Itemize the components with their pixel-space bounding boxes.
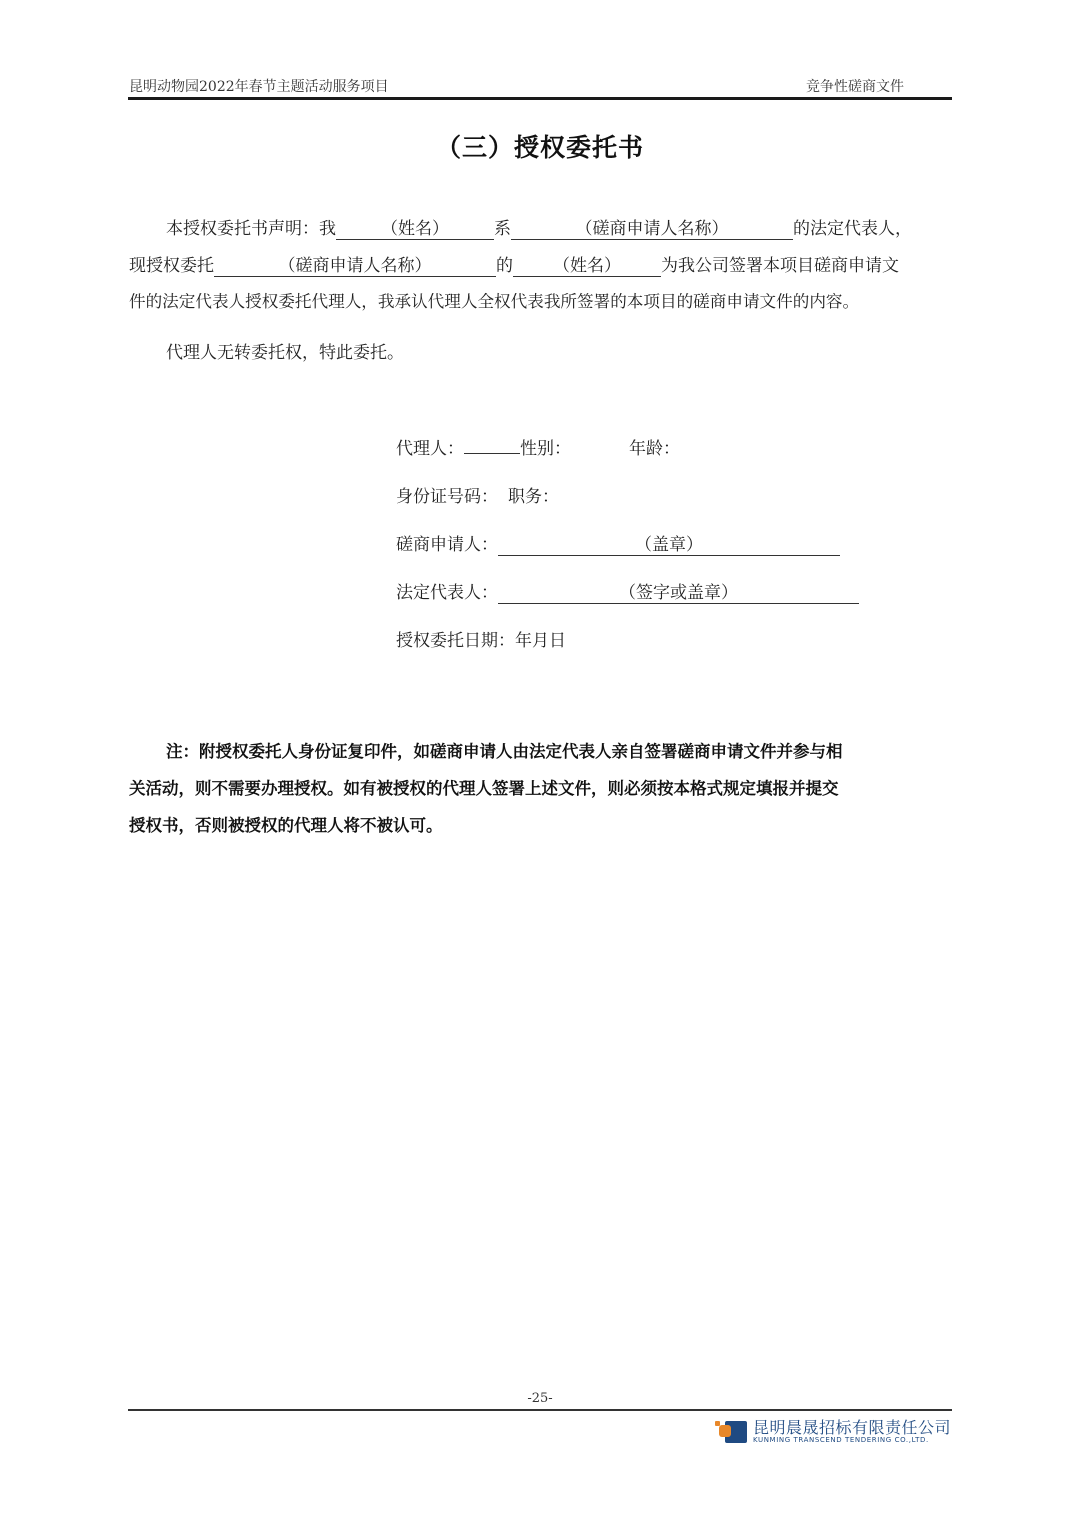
- statement-text: 的法定代表人，: [793, 219, 912, 239]
- id-number-label: 身份证号码：: [396, 487, 498, 507]
- statement-text: 的: [496, 256, 513, 276]
- note-line-2: 关活动，则不需要办理授权。如有被授权的代理人签署上述文件，则必须按本格式规定填报并提交: [129, 779, 839, 798]
- statement-text: 现授权委托: [129, 256, 214, 276]
- blank-applicant-field[interactable]: （磋商申请人名称）: [214, 256, 496, 277]
- statement-line-3: 件的法定代表人授权委托代理人，我承认代理人全权代表我所签署的本项目的磋商申请文件的内容。: [129, 292, 860, 311]
- statement-text: 本授权委托书声明：我: [166, 219, 336, 239]
- applicant-row: [396, 530, 840, 556]
- authorization-date: 授权委托日期：年月日: [396, 631, 566, 651]
- agent-field[interactable]: [464, 453, 520, 454]
- statement-line-2: [129, 251, 899, 277]
- applicant-label: 磋商申请人：: [396, 535, 498, 555]
- age-label: 年龄：: [629, 439, 680, 459]
- statement-text: 为我公司签署本项目磋商申请文: [661, 256, 899, 276]
- company-name-en: KUNMING TRANSCEND TENDERING CO.,LTD.: [753, 1436, 929, 1444]
- statement-line-1: [166, 214, 912, 240]
- no-subdelegation-text: 代理人无转委托权，特此委托。: [166, 343, 404, 363]
- header-doc-type: 竞争性磋商文件: [806, 79, 904, 95]
- statement-text: 系: [494, 219, 511, 239]
- applicant-seal-field[interactable]: （盖章）: [498, 535, 840, 556]
- company-logo: [715, 1419, 951, 1445]
- company-name-cn: 昆明晨晟招标有限责任公司: [753, 1418, 952, 1437]
- legal-rep-signature-field[interactable]: （签字或盖章）: [498, 583, 859, 604]
- blank-applicant-field[interactable]: （磋商申请人名称）: [511, 219, 793, 240]
- header-divider: [128, 97, 952, 100]
- legal-rep-label: 法定代表人：: [396, 583, 498, 603]
- blank-name-field[interactable]: （姓名）: [336, 219, 494, 240]
- header-project-title: 昆明动物园2022年春节主题活动服务项目: [129, 79, 389, 95]
- blank-name-field[interactable]: （姓名）: [513, 256, 661, 277]
- id-row: [396, 482, 559, 507]
- footer-divider: [128, 1409, 952, 1411]
- agent-row: [396, 434, 680, 459]
- page-title: （三）授权委托书: [435, 133, 644, 162]
- note-line-1: 注：附授权委托人身份证复印件，如磋商申请人由法定代表人亲自签署磋商申请文件并参与相: [166, 742, 843, 761]
- agent-label: 代理人：: [396, 439, 464, 459]
- legal-rep-row: [396, 578, 859, 604]
- note-line-3: 授权书，否则被授权的代理人将不被认可。: [129, 816, 443, 835]
- page-number: -25-: [527, 1391, 553, 1406]
- position-label: 职务：: [508, 487, 559, 507]
- company-logo-icon: [715, 1419, 747, 1445]
- gender-label: 性别：: [520, 439, 571, 459]
